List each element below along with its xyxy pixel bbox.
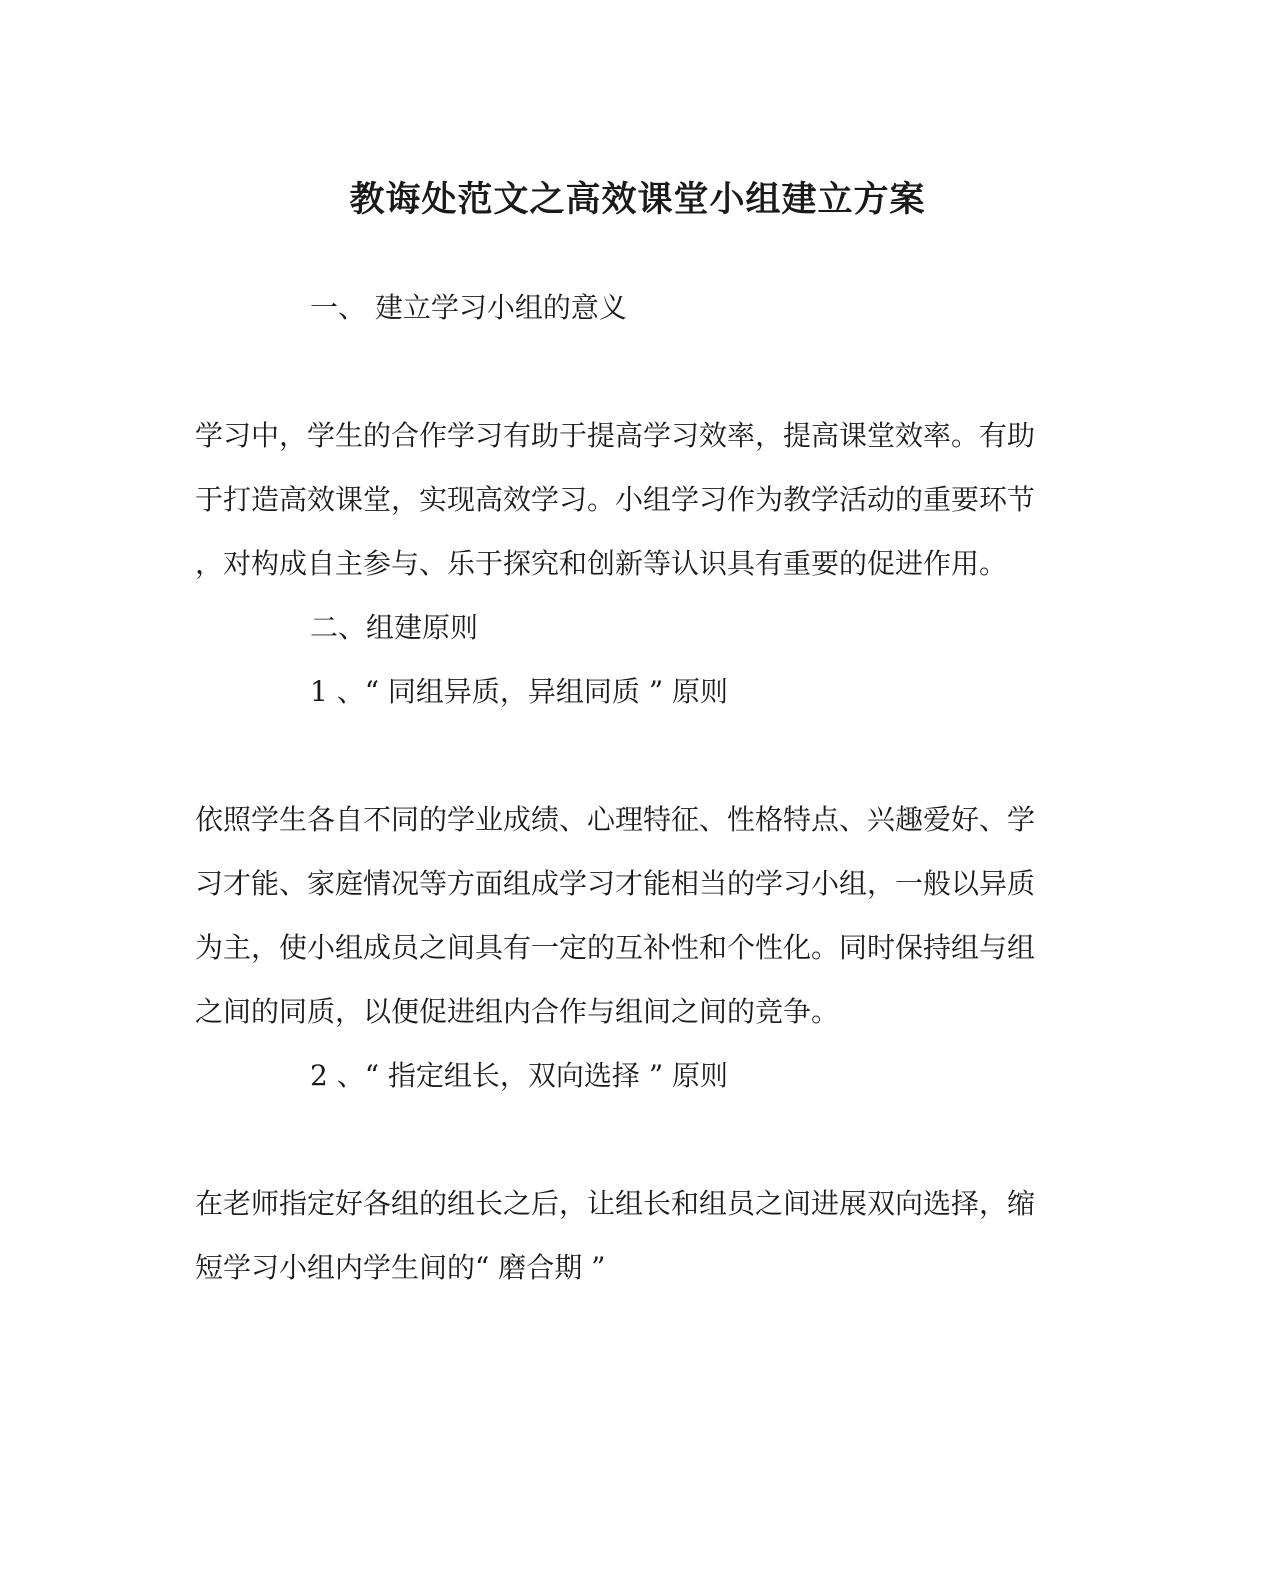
paragraph-line: ，对构成自主参与、乐于探究和创新等认识具有重要的促进作用。 <box>195 547 1008 580</box>
paragraph-line: 于打造高效课堂，实现高效学习。小组学习作为教学活动的重要环节 <box>195 483 1036 516</box>
paragraph-line: 在老师指定好各组的组长之后，让组长和组员之间进展双向选择，缩 <box>195 1187 1036 1220</box>
paragraph-line: 习才能、家庭情况等方面组成学习才能相当的学习小组，一般以异质 <box>195 867 1036 900</box>
section-heading-principles: 二、组建原则 <box>310 611 479 644</box>
paragraph-line: 学习中，学生的合作学习有助于提高学习效率，提高课堂效率。有助 <box>195 419 1036 452</box>
paragraph-line: 依照学生各自不同的学业成绩、心理特征、性格特点、兴趣爱好、学 <box>195 803 1036 836</box>
subsection-heading-2: 2 、“ 指定组长，双向选择 ” 原则 <box>310 1059 729 1092</box>
paragraph-line: 之间的同质，以便促进组内合作与组间之间的竞争。 <box>195 995 840 1028</box>
paragraph-line: 短学习小组内学生间的“ 磨合期 ” <box>195 1251 606 1284</box>
document-title: 教诲处范文之高效课堂小组建立方案 <box>349 179 926 220</box>
subsection-heading-1: 1 、“ 同组异质，异组同质 ” 原则 <box>310 675 729 708</box>
paragraph-line: 为主，使小组成员之间具有一定的互补性和个性化。同时保持组与组 <box>195 931 1036 964</box>
section-heading-significance: 一、 建立学习小组的意义 <box>310 291 627 324</box>
